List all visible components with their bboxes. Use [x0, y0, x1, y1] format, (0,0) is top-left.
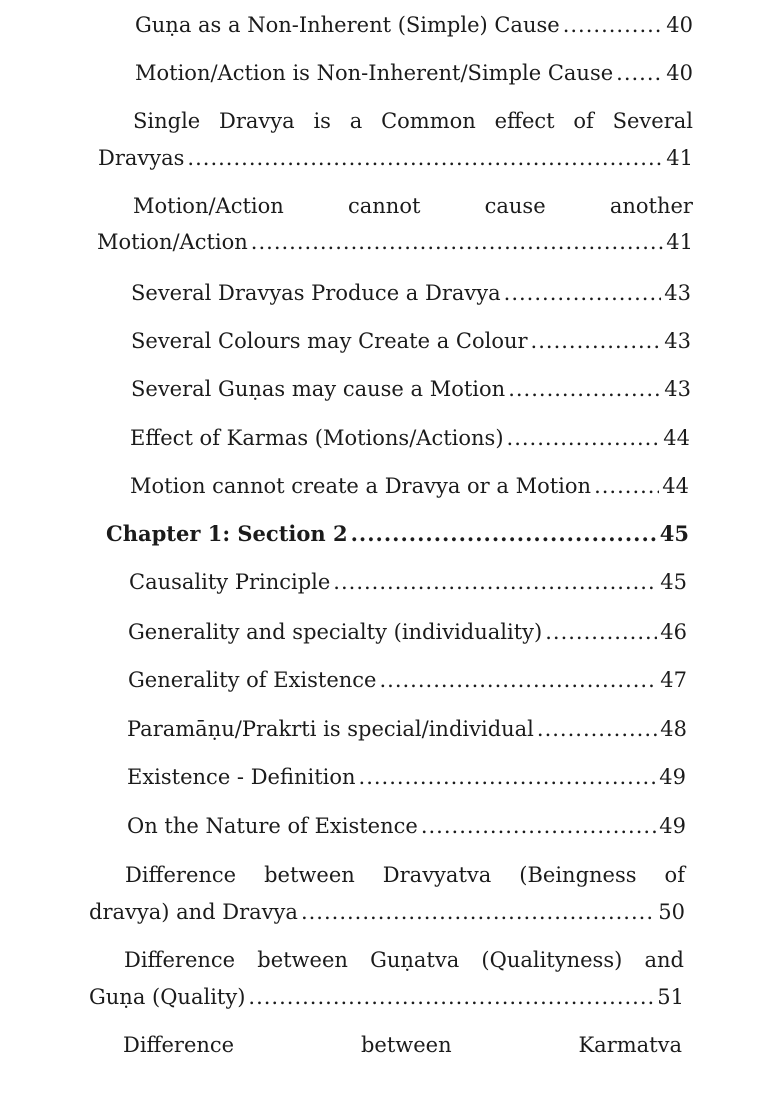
toc-entry[interactable] — [130, 425, 690, 451]
toc-entry[interactable] — [135, 60, 693, 86]
dot-leader — [531, 328, 662, 354]
word: Motion/Action — [133, 194, 284, 218]
toc-entry[interactable] — [131, 328, 691, 354]
word: Several — [612, 109, 693, 133]
dot-leader — [563, 12, 664, 38]
toc-entry-line1[interactable] — [133, 193, 693, 219]
dot-leader — [537, 716, 657, 742]
toc-entry-title: Motion/Action — [97, 230, 248, 254]
toc-entry-page: 45 — [660, 570, 687, 594]
dot-leader — [251, 229, 663, 255]
toc-entry-title: Chapter 1: Section 2 — [106, 521, 348, 546]
word: Guṇatva — [370, 948, 460, 972]
toc-entry-page: 48 — [660, 717, 687, 741]
toc-entry[interactable] — [135, 12, 693, 38]
word: Single — [133, 109, 201, 133]
word: Common — [381, 109, 476, 133]
toc-entry-page: 50 — [658, 900, 685, 924]
toc-entry[interactable] — [128, 619, 687, 645]
dot-leader — [248, 984, 654, 1010]
toc-entry[interactable] — [130, 473, 689, 499]
toc-entry-title: Several Dravyas Produce a Dravya — [131, 281, 501, 305]
toc-entry-title: Causality Principle — [129, 570, 331, 594]
word: a — [349, 109, 363, 133]
word: Dravya — [219, 109, 295, 133]
toc-entry-page: 49 — [659, 765, 686, 789]
word: effect — [494, 109, 555, 133]
toc-entry[interactable] — [98, 145, 693, 171]
toc-entry-title: Several Colours may Create a Colour — [131, 329, 528, 353]
word: Karmatva — [578, 1033, 682, 1057]
toc-entry-page: 41 — [666, 146, 693, 170]
toc-entry[interactable] — [131, 280, 691, 306]
toc-entry-title: Existence - Definition — [127, 765, 356, 789]
toc-entry[interactable] — [127, 764, 686, 790]
dot-leader — [301, 899, 655, 925]
toc-entry-page: 44 — [662, 474, 689, 498]
toc-entry-title: dravya) and Dravya — [89, 900, 298, 924]
dot-leader — [507, 425, 661, 451]
toc-entry-page: 45 — [659, 521, 689, 546]
dot-leader — [351, 521, 657, 547]
dot-leader — [359, 764, 657, 790]
dot-leader — [545, 619, 657, 645]
word: of — [573, 109, 594, 133]
dot-leader — [594, 473, 659, 499]
toc-entry-title: On the Nature of Existence — [127, 814, 418, 838]
dot-leader — [187, 145, 663, 171]
dot-leader — [508, 376, 661, 402]
word: Difference — [125, 863, 237, 887]
toc-entry-title: Guṇa as a Non-Inherent (Simple) Cause — [135, 13, 560, 37]
toc-entry-page: 51 — [657, 985, 684, 1009]
toc-entry-page: 43 — [664, 281, 691, 305]
word: between — [257, 948, 348, 972]
dot-leader — [616, 60, 663, 86]
toc-entry[interactable] — [129, 569, 687, 595]
word: (Beingness — [519, 863, 637, 887]
toc-entry-line1[interactable] — [124, 947, 684, 973]
toc-entry-title: Generality and specialty (individuality) — [128, 620, 543, 644]
toc-entry-page: 40 — [666, 61, 693, 85]
toc-entry-page: 40 — [666, 13, 693, 37]
toc-entry-title: Motion/Action is Non-Inherent/Simple Cause — [135, 61, 614, 85]
dot-leader — [333, 569, 657, 595]
toc-entry[interactable] — [127, 813, 686, 839]
dot-leader — [504, 280, 662, 306]
toc-entry-line1[interactable] — [123, 1032, 682, 1058]
toc-entry-line1[interactable] — [125, 862, 685, 888]
word: between — [360, 1033, 452, 1057]
toc-entry[interactable] — [131, 376, 691, 402]
toc-entry[interactable] — [127, 716, 687, 742]
toc-entry-title: Paramāṇu/Prakrti is special/individual — [127, 717, 534, 741]
toc-entry-title: Several Guṇas may cause a Motion — [131, 377, 506, 401]
dot-leader — [421, 813, 656, 839]
toc-entry-title: Dravyas — [98, 146, 185, 170]
word: between — [264, 863, 355, 887]
word: of — [664, 863, 685, 887]
word: cannot — [348, 194, 421, 218]
toc-chapter-entry[interactable] — [106, 521, 689, 547]
word: another — [609, 194, 693, 218]
word: and — [644, 948, 684, 972]
toc-entry-page: 43 — [664, 377, 691, 401]
toc-entry-page: 49 — [659, 814, 686, 838]
toc-entry[interactable] — [89, 984, 684, 1010]
dot-leader — [379, 667, 657, 693]
toc-entry-title: Effect of Karmas (Motions/Actions) — [130, 426, 504, 450]
toc-entry-page: 47 — [660, 668, 687, 692]
toc-entry-title: Motion cannot create a Dravya or a Motion — [130, 474, 592, 498]
toc-entry-page: 41 — [666, 230, 693, 254]
toc-entry[interactable] — [89, 899, 685, 925]
word: is — [313, 109, 331, 133]
word: Difference — [123, 1033, 235, 1057]
word: (Qualityness) — [481, 948, 623, 972]
toc-entry-page: 43 — [664, 329, 691, 353]
word: Dravyatva — [382, 863, 492, 887]
toc-entry-page: 44 — [663, 426, 690, 450]
toc-entry[interactable] — [97, 229, 693, 255]
toc-entry-title: Guṇa (Quality) — [89, 985, 246, 1009]
toc-entry[interactable] — [128, 667, 687, 693]
toc-entry-line1[interactable] — [133, 108, 693, 134]
toc-entry-page: 46 — [660, 620, 687, 644]
word: cause — [484, 194, 546, 218]
toc-entry-title: Generality of Existence — [128, 668, 377, 692]
word: Difference — [124, 948, 236, 972]
